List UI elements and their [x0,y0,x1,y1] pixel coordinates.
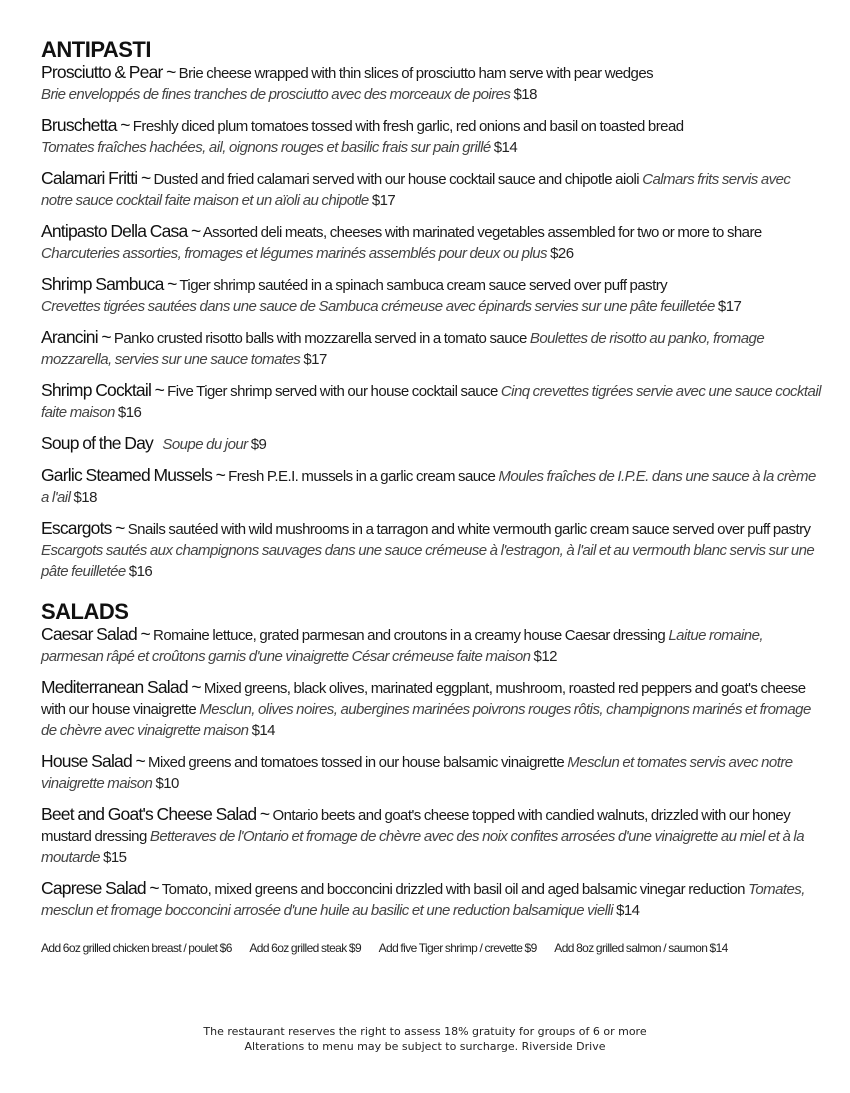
item-description: Fresh P.E.I. mussels in a garlic cream sauce [225,468,499,485]
menu-item [41,380,821,423]
item-price: $17 [717,298,742,315]
item-name: Garlic Steamed Mussels ~ [41,465,226,485]
item-description: Snails sautéed with wild mushrooms in a tarragon and white vermouth garlic cream sauce served over puff pastry [124,521,811,538]
item-description: Mixed greens, black olives, marinated eggplant, mushroom, roasted red peppers and goat's cheese with our house vinaigrette [41,680,806,718]
item-description-fr: Betteraves de l'Ontario et fromage de chèvre avec des noix confites arrosées d'une vinaigrette au miel et à la moutarde [41,828,805,866]
menu-item [41,221,821,264]
item-description-fr: Calmars frits servis avec notre sauce cocktail faite maison et un aïoli au chipotle [41,171,791,209]
item-description: Mixed greens and tomatoes tossed in our house balsamic vinaigrette [144,754,568,771]
item-price: $17 [300,351,327,368]
item-description: Tomato, mixed greens and bocconcini drizzled with basil oil and aged balsamic vinegar reduction [158,881,749,898]
menu-item [41,465,821,508]
item-description-fr: Soupe du jour [162,436,251,453]
item-name: Caesar Salad ~ [41,624,150,644]
item-price: $18 [73,489,97,506]
item-name: Shrimp Cocktail ~ [41,380,165,400]
menu-item [41,804,821,868]
item-name: Mediterranean Salad ~ [41,677,201,697]
item-name: Soup of the Day [41,433,153,453]
item-price: $26 [550,245,574,262]
item-description: Tiger shrimp sautéed in a spinach sambuca cream sauce served over puff pastry [176,277,668,294]
item-price: $14 [251,722,275,739]
menu-item [41,751,821,794]
item-price: $14 [493,139,518,156]
section-title-salads: SALADS [41,599,129,624]
antipasti-section [41,38,821,582]
item-name: Prosciutto & Pear ~ [41,62,176,82]
item-price: $12 [530,648,557,665]
item-price: $14 [616,902,640,919]
item-name: Arancini ~ [41,327,111,347]
gratuity-note: The restaurant reserves the right to assess 18% gratuity for groups of 6 or more [203,1025,647,1038]
item-description-fr: Charcuteries assorties, fromages et légumes marinés assemblés pour deux ou plus [41,245,551,262]
item-price: $16 [117,404,142,421]
menu-item [41,168,821,211]
salads-section [41,600,821,955]
addon-chicken: Add 6oz grilled chicken breast / poulet $6 [41,941,232,955]
item-description-fr: Moules fraîches de I.P.E. dans une sauce à la crème a l'ail [41,468,816,506]
item-description: Five Tiger shrimp served with our house cocktail sauce [164,383,501,400]
salad-addons [41,941,821,955]
item-price: $15 [103,849,127,866]
item-description: Romaine lettuce, grated parmesan and croutons in a creamy house Caesar dressing [149,627,669,644]
addon-salmon: Add 8oz grilled salmon / saumon $14 [554,941,728,955]
item-name: House Salad ~ [41,751,145,771]
item-description-fr: Cinq crevettes tigrées servie avec une sauce cocktail faite maison [41,383,821,421]
item-description: Freshly diced plum tomatoes tossed with fresh garlic, red onions and basil on toasted bread [129,118,684,135]
item-description-fr: Tomates, mesclun et fromage bocconcini arrosée d'une huile au basilic et une reduction balsamique vielli [41,881,805,919]
menu-item [41,624,821,667]
item-name: Antipasto Della Casa ~ [41,221,201,241]
item-name: Caprese Salad ~ [41,878,159,898]
item-name: Beet and Goat's Cheese Salad ~ [41,804,270,824]
item-description-fr: Tomates fraîches hachées, ail, oignons rouges et basilic frais sur pain grillé [41,139,494,156]
menu-item [41,878,821,921]
item-price: $16 [128,563,153,580]
footer-notes [0,1024,850,1054]
item-price: $18 [510,86,537,103]
item-description-fr: Escargots sautés aux champignons sauvages dans une sauce crémeuse à l'estragon, à l'ail et au vermouth blanc servis sur une pâte feuilletée [41,542,815,580]
item-name: Shrimp Sambuca ~ [41,274,177,294]
menu-item [41,115,821,158]
item-price: $10 [155,775,179,792]
item-description: Dusted and fried calamari served with our house cocktail sauce and chipotle aioli [150,171,643,188]
menu-item [41,433,821,455]
item-name: Escargots ~ [41,518,125,538]
item-description-fr: Boulettes de risotto au panko, fromage mozzarella, servies sur une sauce tomates [41,330,765,368]
item-description: Brie cheese wrapped with thin slices of prosciutto ham serve with pear wedges [175,65,654,82]
item-name: Calamari Fritti ~ [41,168,151,188]
section-title-antipasti: ANTIPASTI [41,37,151,62]
menu-item [41,327,821,370]
item-description [153,436,162,453]
item-description-fr: Laitue romaine, parmesan râpé et croûtons garnis d'une vinaigrette César crémeuse faite maison [41,627,764,665]
menu-page [41,38,821,955]
item-description-fr: Brie enveloppés de fines tranches de prosciutto avec des morceaux de poires [41,86,511,103]
item-name: Bruschetta ~ [41,115,130,135]
addon-shrimp: Add five Tiger shrimp / crevette $9 [378,941,537,955]
addon-steak: Add 6oz grilled steak $9 [249,941,362,955]
item-price: $17 [371,192,396,209]
item-description-fr: Mesclun, olives noires, aubergines marinées poivrons rouges rôtis, champignons marinés et fromage de chèvre avec vinaigrette maison [41,701,811,739]
menu-item [41,677,821,741]
item-description-fr: Crevettes tigrées sautées dans une sauce de Sambuca crémeuse avec épinards servies sur une pâte feuilletée [41,298,718,315]
menu-item [41,62,821,105]
item-description-fr: Mesclun et tomates servis avec notre vinaigrette maison [41,754,793,792]
item-description: Assorted deli meats, cheeses with marinated vegetables assembled for two or more to share [200,224,762,241]
item-price: $9 [250,436,267,453]
menu-item [41,274,821,317]
item-description: Ontario beets and goat's cheese topped with candied walnuts, drizzled with our honey mustard dressing [41,807,791,845]
surcharge-note: Alterations to menu may be subject to surcharge. Riverside Drive [244,1040,606,1053]
menu-item [41,518,821,582]
item-description: Panko crusted risotto balls with mozzarella served in a tomato sauce [110,330,530,347]
